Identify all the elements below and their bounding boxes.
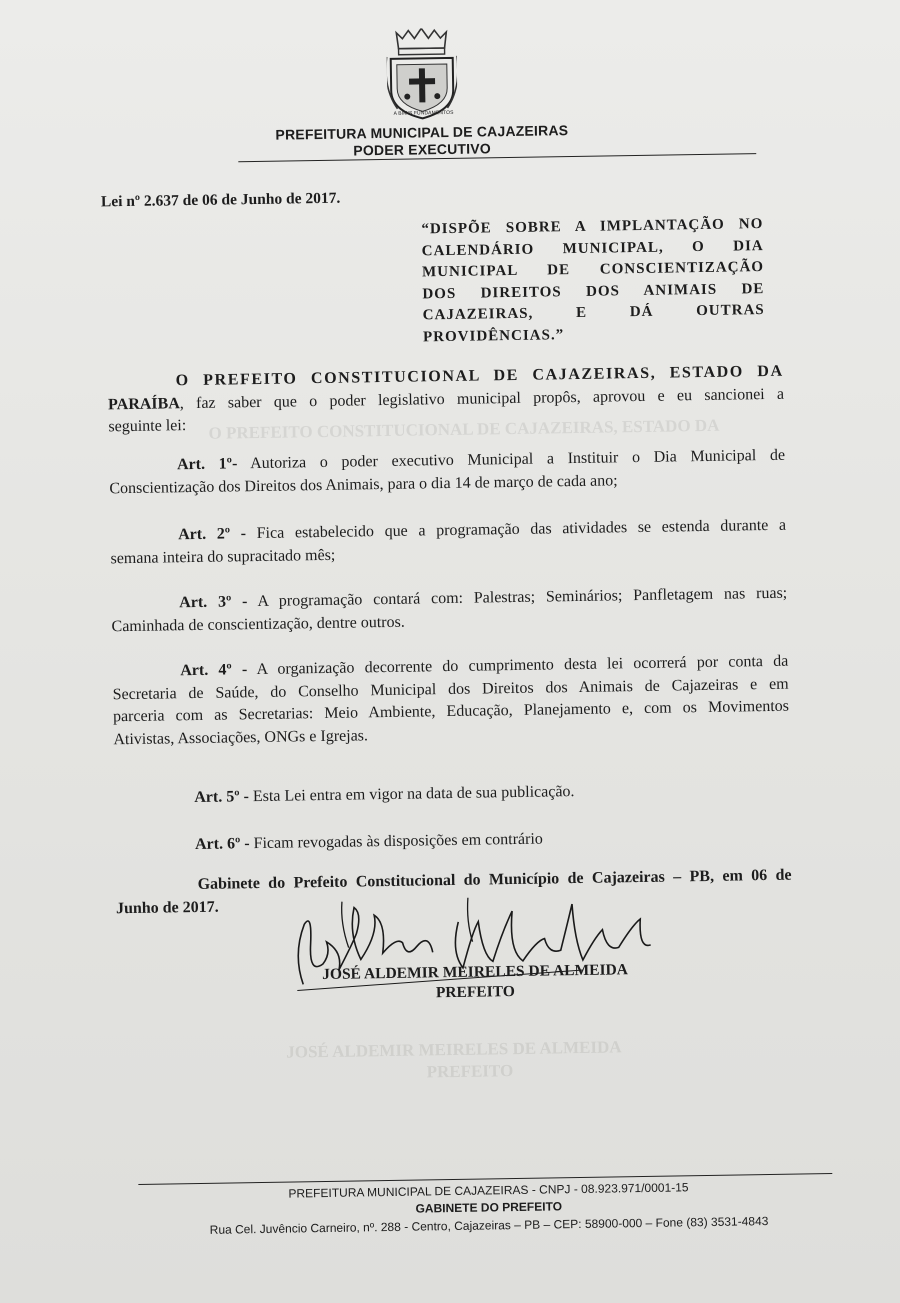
header-institution: PREFEITURA MUNICIPAL DE CAJAZEIRAS xyxy=(275,122,569,143)
closing-line: Junho de 2017. xyxy=(115,898,219,917)
preamble-text: , faz saber que o poder legislativo municipal propôs, aprovou e eu sancionei a xyxy=(179,385,785,412)
article-line: Conscientização dos Direitos dos Animais, para o dia 14 de março de cada ano; xyxy=(109,471,618,497)
article-text: Esta Lei entra em vigor na data de sua publicação. xyxy=(252,783,575,806)
article-text: A programação contará com: Palestras; Seminários; Panfletagem nas ruas; xyxy=(257,584,788,611)
preamble-state: PARAÍBA xyxy=(107,394,180,413)
preamble-bold: O PREFEITO CONSTITUCIONAL DE CAJAZEIRAS, ESTADO DA xyxy=(175,362,784,390)
article-label: Art. 3º - xyxy=(179,593,248,612)
bleed-through-text: PREFEITO xyxy=(426,1061,514,1082)
article-line: Caminhada de conscientização, dentre outros. xyxy=(111,613,405,635)
article-4 xyxy=(112,651,789,752)
law-number: Lei nº 2.637 de 06 de Junho de 2017. xyxy=(100,189,341,211)
article-5 xyxy=(194,778,794,810)
summary-line: “DISPÕE SOBRE A IMPLANTAÇÃO NO xyxy=(421,216,764,238)
law-summary xyxy=(421,214,765,348)
article-1 xyxy=(109,445,786,501)
crest-motto: A BIMIS FUNDAMENTOS xyxy=(393,109,454,117)
summary-line: DOS DIREITOS DOS ANIMAIS DE xyxy=(422,280,765,302)
article-line xyxy=(195,825,795,857)
bleed-through-text: JOSÉ ALDEMIR MEIRELES DE ALMEIDA xyxy=(286,1037,622,1062)
summary-line: CALENDÁRIO MUNICIPAL, O DIA xyxy=(421,237,764,259)
summary-line: MUNICIPAL DE CONSCIENTIZAÇÃO xyxy=(421,259,765,281)
summary-line: CAJAZEIRAS, E DÁ OUTRAS xyxy=(422,302,765,324)
preamble-line: seguinte lei: xyxy=(108,417,187,436)
article-label: Art. 4º - xyxy=(180,661,248,680)
municipal-crest-icon xyxy=(386,28,457,121)
article-text: Fica estabelecido que a programação das atividades se estenda durante a xyxy=(256,516,787,543)
signatory-role: PREFEITO xyxy=(435,983,515,1002)
article-line: Secretaria de Saúde, do Conselho Municipal dos Direitos dos Animais de Cajazeiras e em xyxy=(112,675,789,703)
closing-line: Gabinete do Prefeito Constitucional do Município de Cajazeiras – PB, em 06 de xyxy=(197,866,792,893)
preamble xyxy=(108,361,785,439)
article-text: Ficam revogadas às disposições em contrário xyxy=(253,830,543,853)
article-text: A organização decorrente do cumprimento desta lei ocorrerá por conta da xyxy=(256,652,789,679)
article-label: Art. 1º- xyxy=(176,455,238,474)
footer-office: GABINETE DO PREFEITO xyxy=(415,1199,563,1216)
article-6 xyxy=(195,825,795,857)
signatory-name: JOSÉ ALDEMIR MEIRELES DE ALMEIDA xyxy=(322,961,629,984)
article-label: Art. 5º - xyxy=(194,788,250,807)
bleed-through-text: O PREFEITO CONSTITUCIONAL DE CAJAZEIRAS, ESTADO DA xyxy=(208,415,720,443)
article-label: Art. 2º - xyxy=(178,525,247,544)
article-text: Autoriza o poder executivo Municipal a Instituir o Dia Municipal de xyxy=(250,446,786,473)
article-line: parceria com as Secretarias: Meio Ambiente, Educação, Planejamento e, com os Movimentos xyxy=(112,697,790,726)
footer-address: Rua Cel. Juvêncio Carneiro, nº. 288 - Centro, Cajazeiras – PB – CEP: 58900-000 – Fone (83) 3531-4843 xyxy=(209,1214,769,1237)
article-3 xyxy=(111,583,788,639)
article-line: Ativistas, Associações, ONGs e Igrejas. xyxy=(113,726,369,748)
article-line: semana inteira do supracitado mês; xyxy=(110,546,336,567)
article-line xyxy=(194,778,794,810)
article-2 xyxy=(110,515,787,571)
article-label: Art. 6º - xyxy=(194,835,250,854)
summary-line: PROVIDÊNCIAS.” xyxy=(422,326,565,345)
header-branch: PODER EXECUTIVO xyxy=(353,140,492,159)
footer-institution: PREFEITURA MUNICIPAL DE CAJAZEIRAS - CNPJ - 08.923.971/0001-15 xyxy=(288,1180,689,1201)
